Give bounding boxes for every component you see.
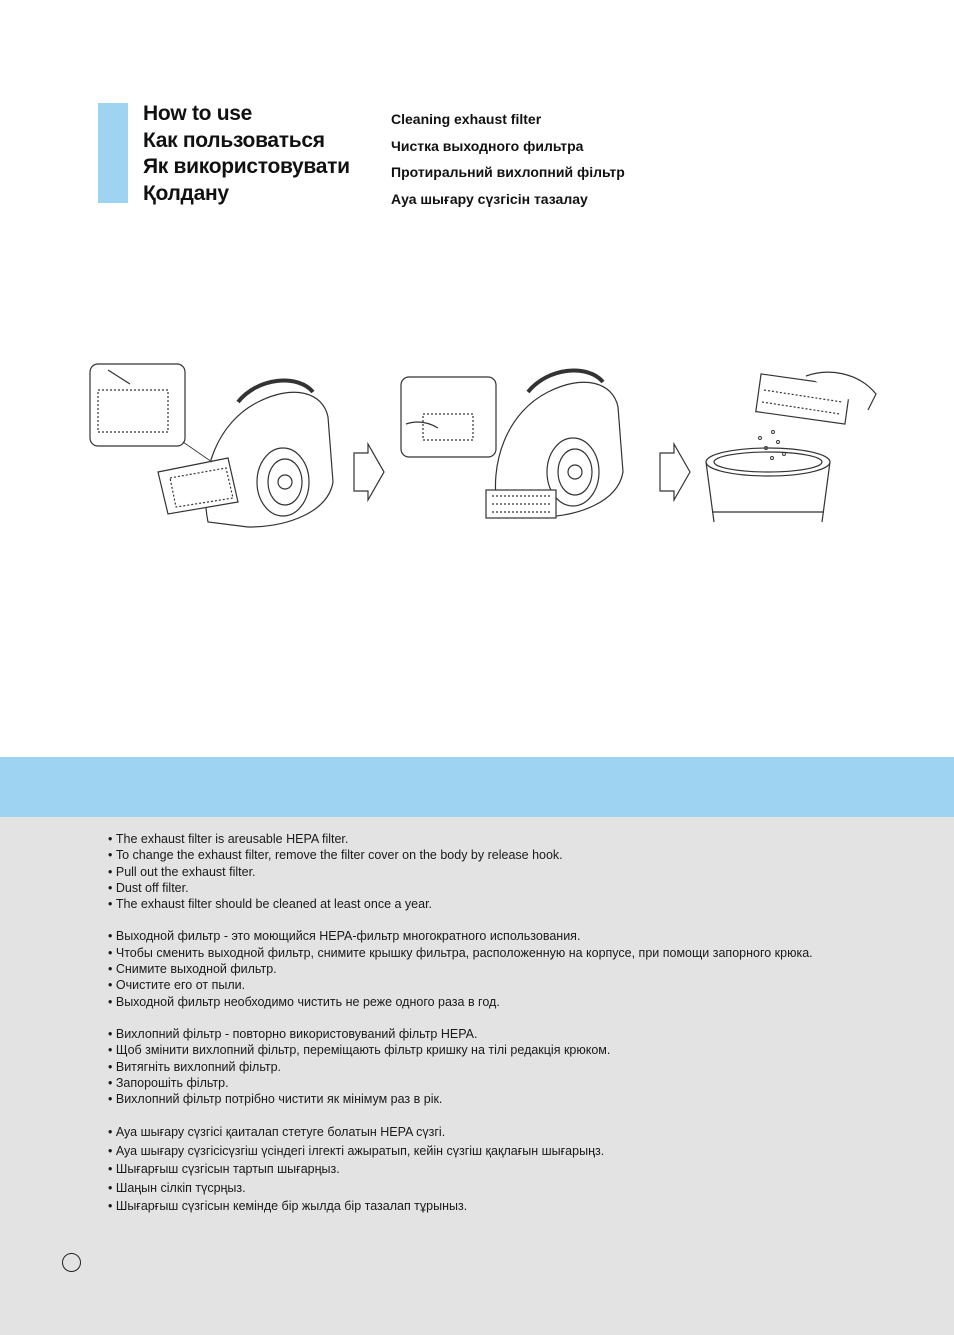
list-item: • Очистите его от пыли.	[108, 977, 908, 993]
list-item: • Ауа шығару сүзгісі қаиталап стетуге болатын HEPA сүзгі.	[108, 1123, 908, 1142]
list-item: • Вихлопний фільтр потрібно чистити як мінімум раз в рік.	[108, 1091, 908, 1107]
notes-en	[108, 831, 908, 912]
subtitle-kk: Ауа шығару сүзгісін тазалау	[391, 190, 588, 207]
list-item: • The exhaust filter is areusable HEPA filter.	[108, 831, 908, 847]
notes-uk	[108, 1026, 908, 1107]
heading-uk: Як використовувати	[143, 155, 350, 178]
subtitle-ru: Чистка выходного фильтра	[391, 137, 584, 154]
list-item: • Выходной фильтр - это моющийся HEPA-фильтр многократного использования.	[108, 928, 908, 944]
heading-en: How to use	[143, 102, 253, 125]
page-number-circle	[62, 1253, 81, 1272]
list-item: • Щоб змінити вихлопний фільтр, переміщають фільтр кришку на тілі редакція крюком.	[108, 1042, 908, 1058]
list-item: • Снимите выходной фильтр.	[108, 961, 908, 977]
list-item: • Витягніть вихлопний фільтр.	[108, 1059, 908, 1075]
list-item: • Dust off filter.	[108, 880, 908, 896]
notes-kk	[108, 1123, 908, 1216]
list-item: • Выходной фильтр необходимо чистить не реже одного раза в год.	[108, 994, 908, 1010]
notes-ru	[108, 928, 908, 1009]
list-item: • Вихлопний фільтр - повторно використовуваний фільтр HEPA.	[108, 1026, 908, 1042]
list-item: • Шығарғыш сүзгісын кемінде бір жылда бір тазалап тұрыныз.	[108, 1197, 908, 1216]
subtitle-en: Cleaning exhaust filter	[391, 111, 542, 127]
list-item: • Pull out the exhaust filter.	[108, 864, 908, 880]
arrow-right-icon	[660, 444, 690, 500]
section-heading	[143, 101, 350, 207]
notes-list	[108, 831, 908, 1232]
heading-kk: Қолдану	[143, 181, 229, 205]
list-item: • To change the exhaust filter, remove the filter cover on the body by release hook.	[108, 847, 908, 863]
illustration-strip	[88, 362, 888, 542]
list-item: • Запорошіть фільтр.	[108, 1075, 908, 1091]
list-item: • Чтобы сменить выходной фильтр, снимите крышку фильтра, расположенную на корпусе, при помощи запорного крюка.	[108, 945, 908, 961]
list-item: • Шаңын сілкіп түсрңыз.	[108, 1179, 908, 1198]
list-item: • Шығарғыш сүзгісын тартып шығарңыз.	[108, 1160, 908, 1179]
vacuum-pull-out-filter-illustration	[401, 371, 623, 518]
filter-dust-off-illustration	[706, 372, 876, 522]
heading-ru: Как пользоваться	[143, 128, 325, 152]
vacuum-release-filter-cover-illustration	[90, 364, 333, 527]
list-item: • The exhaust filter should be cleaned at least once a year.	[108, 896, 908, 912]
section-subtitle	[391, 106, 625, 212]
list-item: • Ауа шығару сүзгісісүзгіш үсіндегі ілгекті ажыратып, кейін сүзгіш қақлағын шығарыңз.	[108, 1142, 908, 1161]
heading-accent-bar	[98, 103, 128, 203]
arrow-right-icon	[354, 444, 384, 500]
subtitle-uk: Протиральний вихлопний фільтр	[391, 164, 625, 180]
section-band	[0, 757, 954, 817]
